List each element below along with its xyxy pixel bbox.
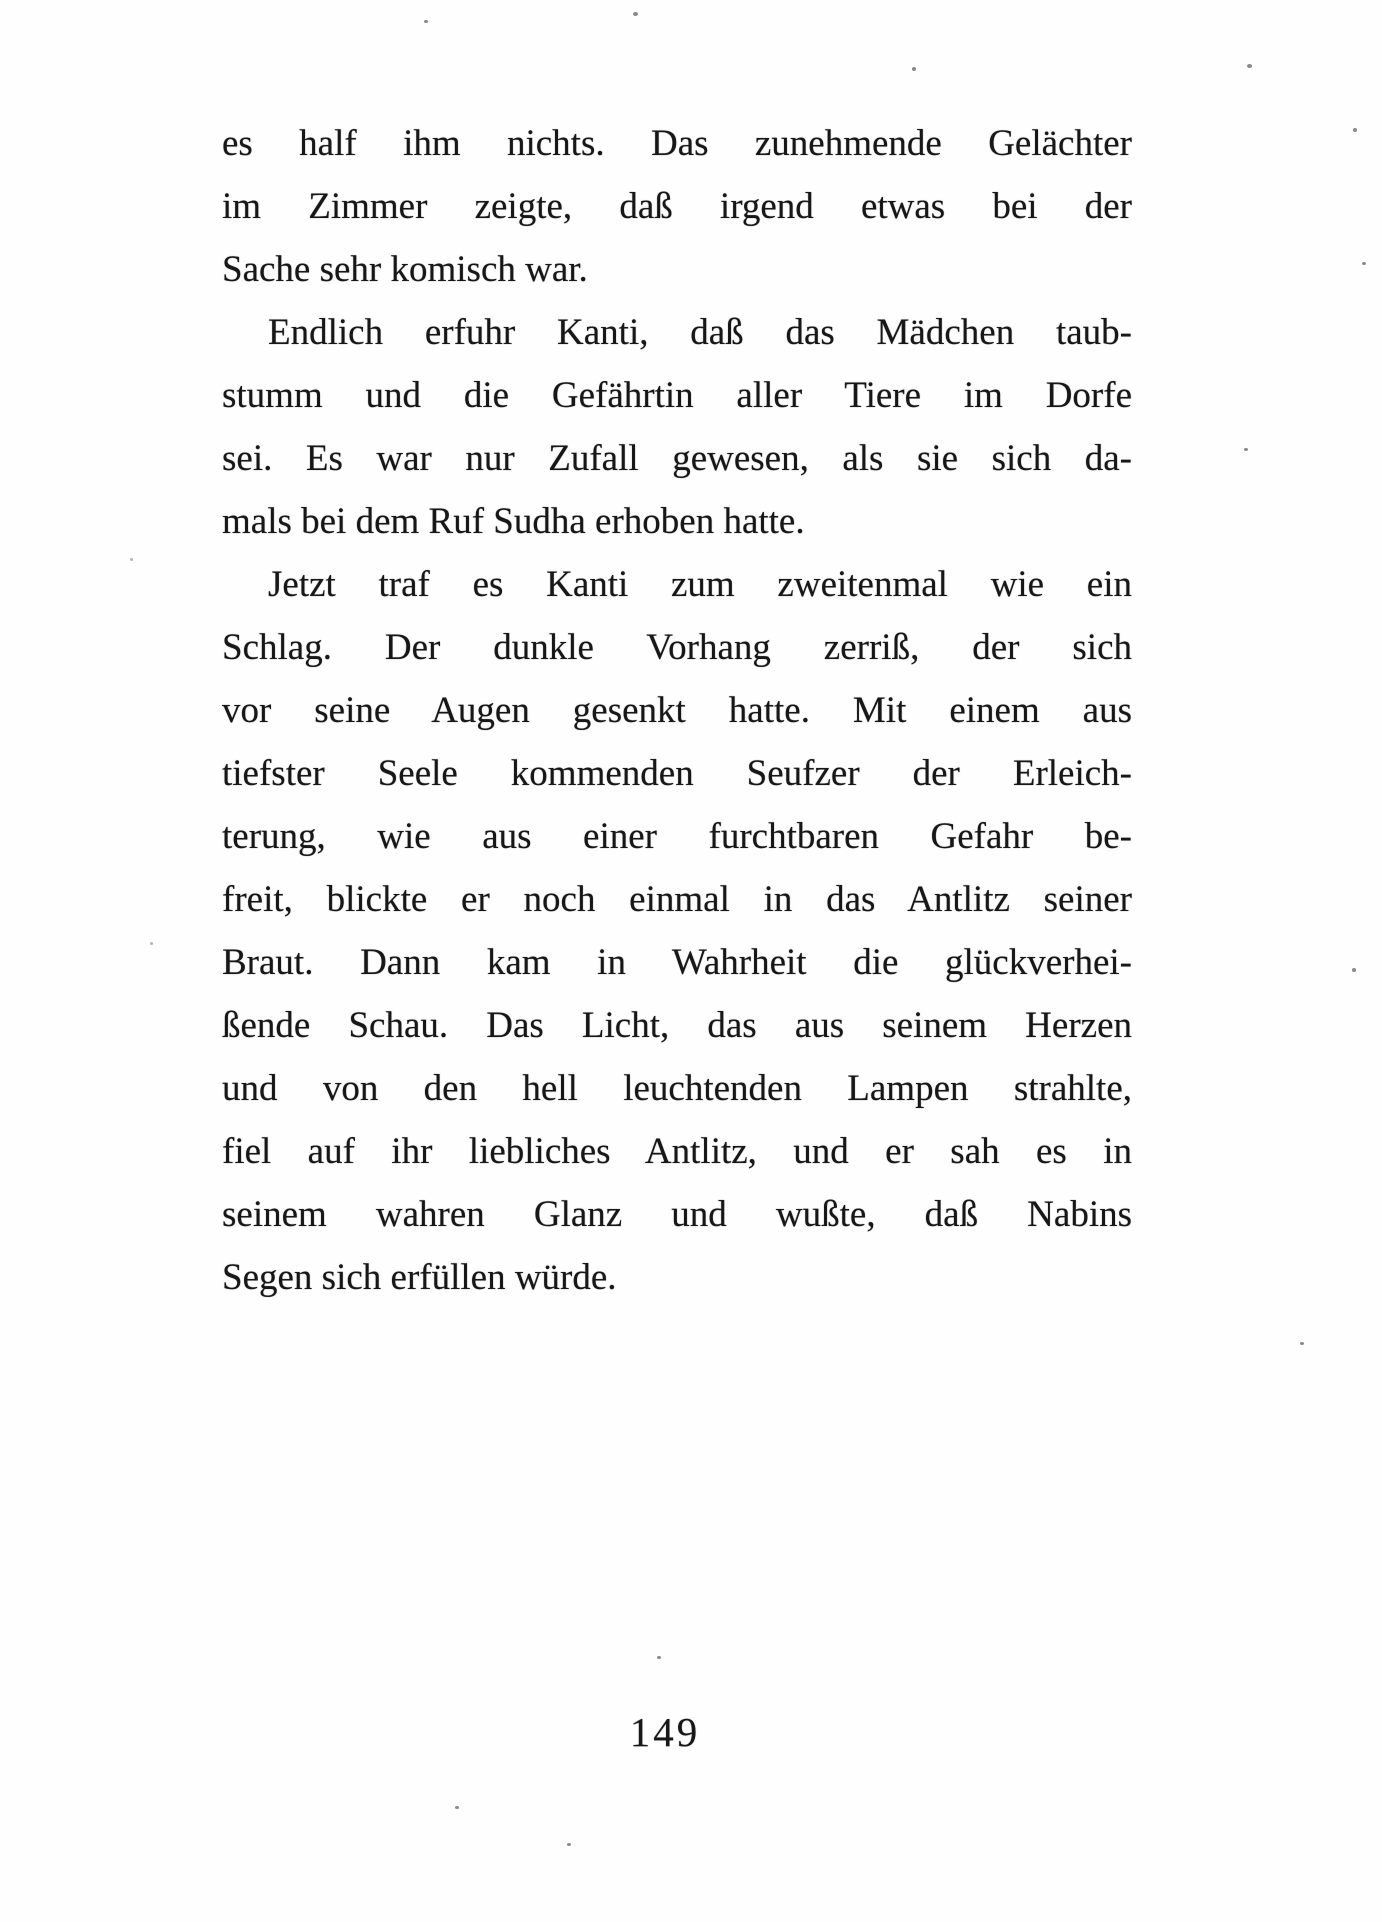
scan-speck: [912, 67, 916, 71]
text-line: seinem wahren Glanz und wußte, daß Nabins: [222, 1194, 1132, 1235]
scan-speck: [455, 1806, 459, 1809]
text-line: freit, blickte er noch einmal in das Antlitz seiner: [222, 879, 1132, 920]
text-line: Segen sich erfüllen würde.: [222, 1257, 617, 1298]
text-line: und von den hell leuchtenden Lampen strahlte,: [222, 1068, 1132, 1109]
paragraph: [222, 112, 1132, 301]
text-line: terung, wie aus einer furchtbaren Gefahr be-: [222, 816, 1132, 857]
text-line: ßende Schau. Das Licht, das aus seinem Herzen: [222, 1005, 1132, 1046]
text-line: stumm und die Gefährtin aller Tiere im Dorfe: [222, 375, 1132, 416]
text-line: es half ihm nichts. Das zunehmende Gelächter: [222, 123, 1132, 164]
scan-speck: [567, 1843, 571, 1846]
scan-speck: [130, 558, 133, 561]
text-line: Braut. Dann kam in Wahrheit die glückverhei-: [222, 942, 1132, 983]
page-text: [222, 112, 1132, 1309]
scan-speck: [150, 942, 153, 945]
scan-speck: [1362, 262, 1366, 265]
text-line: Sache sehr komisch war.: [222, 249, 588, 290]
text-line: tiefster Seele kommenden Seufzer der Erleich-: [222, 753, 1132, 794]
paragraph: [222, 553, 1132, 1309]
paragraph: [222, 301, 1132, 553]
text-line: fiel auf ihr liebliches Antlitz, und er sah es in: [222, 1131, 1132, 1172]
text-line: Endlich erfuhr Kanti, daß das Mädchen taub-: [268, 312, 1132, 353]
text-line: vor seine Augen gesenkt hatte. Mit einem aus: [222, 690, 1132, 731]
scan-speck: [633, 12, 638, 16]
scan-speck: [1353, 128, 1357, 132]
scan-speck: [1247, 64, 1252, 68]
text-line: Jetzt traf es Kanti zum zweitenmal wie ein: [268, 564, 1132, 605]
page-number: 149: [629, 1709, 701, 1755]
text-line: im Zimmer zeigte, daß irgend etwas bei der: [222, 186, 1132, 227]
scan-speck: [1352, 968, 1356, 972]
scan-speck: [1300, 1342, 1304, 1345]
scan-speck: [657, 1656, 661, 1659]
scan-speck: [424, 20, 428, 23]
text-line: mals bei dem Ruf Sudha erhoben hatte.: [222, 501, 805, 542]
scan-speck: [1244, 448, 1248, 451]
text-line: sei. Es war nur Zufall gewesen, als sie sich da-: [222, 438, 1132, 479]
text-line: Schlag. Der dunkle Vorhang zerriß, der sich: [222, 627, 1132, 668]
